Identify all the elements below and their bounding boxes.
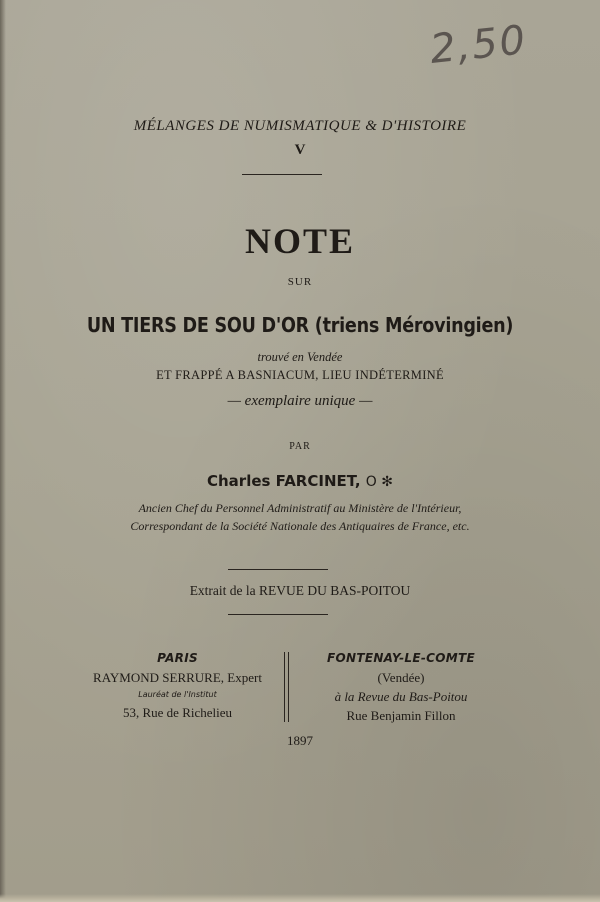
title-connector: SUR [287,276,313,288]
divider-rule [228,569,328,570]
publication-year: 1897 [287,733,313,748]
publisher-city: PARIS [157,651,198,665]
author-name: Charles FARCINET, [207,472,361,490]
series-title: MÉLANGES DE NUMISMATIQUE & D'HISTOIRE [133,118,467,134]
document-subject: UN TIERS DE SOU D'OR (triens Mérovingien) [86,313,514,337]
publisher-name: RAYMOND SERRURE, Expert [93,670,262,685]
subject-found-line: trouvé en Vendée [257,350,343,364]
author-bio-line: Ancien Chef du Personnel Administratif au Ministère de l'Intérieur, [138,501,462,515]
publisher-city: FONTENAY-LE-COMTE [327,651,475,665]
author-line [0,472,600,490]
by-label: PAR [289,441,311,452]
document-title: NOTE [244,221,356,261]
publisher-region: (Vendée) [377,670,425,685]
divider-rule [228,614,328,615]
column-divider [288,652,289,722]
publisher-paris [70,651,285,722]
extract-note: Extrait de la REVUE DU BAS-POITOU [189,583,411,598]
column-divider [284,652,285,722]
page-edge-worn [0,894,600,902]
handwritten-price-note: 2,50 [427,17,530,73]
series-number: V [294,142,306,158]
publisher-address: Rue Benjamin Fillon [346,708,456,723]
subject-unique-line: — exemplaire unique — [227,393,373,409]
subject-struck-line: ET FRAPPÉ A BASNIACUM, LIEU INDÉTERMINÉ [156,368,444,382]
divider-rule [242,174,322,175]
publisher-title: Lauréat de l'Institut [138,690,217,699]
publisher-name: à la Revue du Bas-Poitou [334,689,468,704]
author-decoration: O ✻ [365,474,393,490]
publisher-fontenay [292,651,510,725]
author-bio-line: Correspondant de la Société Nationale des Antiquaires de France, etc. [130,519,470,533]
publisher-address: 53, Rue de Richelieu [122,705,233,720]
